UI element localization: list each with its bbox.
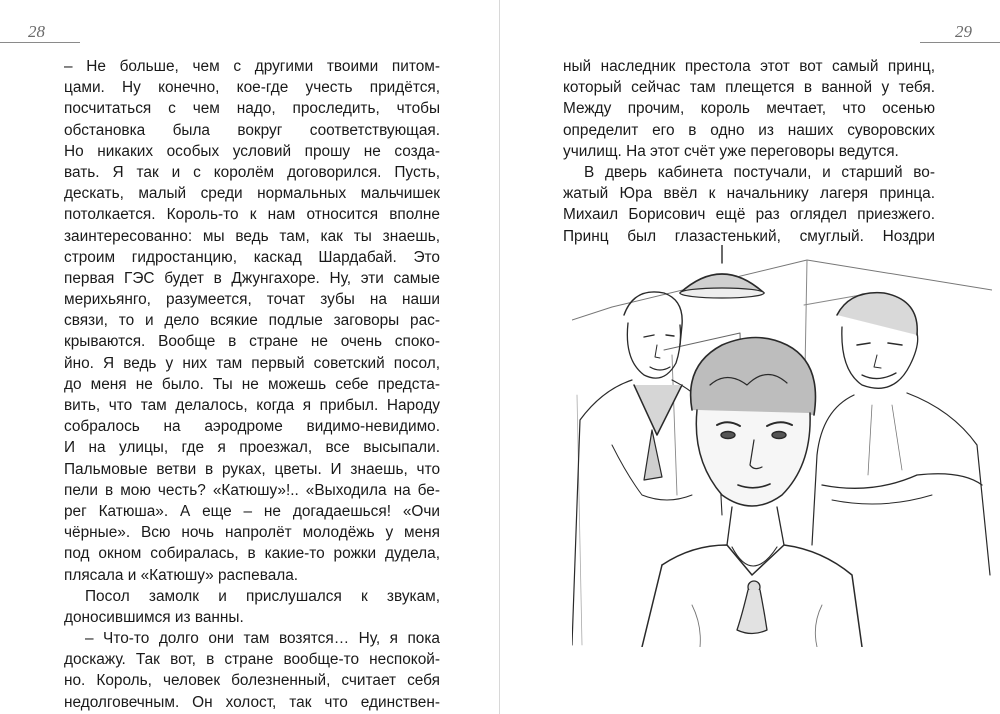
left-page-body	[64, 56, 440, 713]
header-rule-left	[0, 42, 80, 43]
text-line: Между прочим, король мечтает, что осенью	[563, 100, 935, 118]
text-line: мерихьянго, разумеется, точат зубы на наши	[64, 291, 440, 309]
text-line: заинтересованно: мы ведь там, как ты знаешь,	[64, 227, 440, 245]
text-line: который сейчас там плещется в ванной у тебя.	[563, 79, 935, 97]
page-number-left: 28	[28, 22, 45, 41]
text-line: В дверь кабинета постучали, и старший во-	[584, 163, 935, 181]
boy-left-figure	[572, 292, 722, 645]
text-line: йно. Я ведь у них там первый советский посол,	[64, 354, 440, 372]
text-line: Но никаких особых условий прошу не созда-	[64, 142, 440, 160]
text-line: цами. Ну конечно, кое-где учесть придётся,	[64, 79, 440, 97]
text-line: собралось на аэродроме видимо-невидимо.	[64, 418, 440, 436]
text-line: крываются. Вообще в стране не очень споко-	[64, 333, 440, 351]
text-line: И на улицы, где я проезжал, все высыпали.	[64, 439, 440, 457]
right-page-body	[563, 56, 935, 247]
text-line: определит его в одно из наших суворовских	[563, 121, 935, 139]
text-line: обстановка была вокруг соответствующая.	[64, 121, 440, 139]
text-line: плясала и «Катюшу» распевала.	[64, 566, 299, 584]
text-line: Михаил Борисович ещё раз оглядел приезжего.	[563, 206, 935, 224]
pencil-sketch-illustration	[572, 245, 992, 647]
text-line: под окном собиралась, в какие-то рожки дудела,	[64, 545, 440, 563]
text-line: связи, то и дело всякие подлые заговоры рас-	[64, 312, 440, 330]
text-line: вать. Я так и с королём договорился. Пусть,	[64, 163, 440, 181]
page-number-right: 29	[955, 22, 972, 41]
text-line: строим гидростанцию, каскад Шардабай. Это	[64, 248, 440, 266]
text-line: доскажу. Так вот, в стране вообще-то неспокой-	[64, 651, 440, 669]
text-line: – Не больше, чем с другими твоими питом-	[64, 58, 440, 75]
text-line: доносившимся из ванны.	[64, 608, 244, 626]
text-line: чёрные». Всю ночь напролёт молодёжь у меня	[64, 524, 440, 542]
text-line: посчитаться с чем надо, проследить, чтобы	[64, 100, 440, 118]
text-line: ный наследник престола этот вот самый принц,	[563, 58, 935, 75]
man-right-figure	[812, 293, 990, 575]
header-rule-right	[920, 42, 1000, 43]
text-line: пели в мою честь? «Катюшу»!.. «Выходила на бе-	[64, 481, 440, 499]
text-line: Посол замолк и прислушался к звукам,	[85, 587, 440, 605]
text-line: дескать, малый среди нормальных мальчишек	[64, 185, 440, 203]
right-page	[500, 0, 1000, 714]
text-line: первая ГЭС будет в Джунгахоре. Ну, эти самые	[64, 269, 440, 287]
prince-central-figure	[642, 338, 862, 648]
text-line: жатый Юра ввёл к начальнику лагеря принца.	[563, 185, 935, 203]
text-line: вить, что там делалось, когда я прибыл. Народу	[64, 397, 440, 414]
text-line: Принц был глазастенький, смуглый. Ноздри	[563, 227, 935, 245]
text-line: Пальмовые ветви в руках, цветы. И знаешь, что	[64, 460, 440, 478]
text-line: до меня не было. Ты не можешь себе предста-	[64, 375, 440, 393]
text-line: но. Король, человек болезненный, считает себя	[64, 672, 440, 690]
text-line: – Что-то долго они там возятся… Ну, я пока	[85, 630, 440, 648]
text-line: училищ. На этот счёт уже переговоры ведутся.	[563, 142, 899, 160]
text-line: недолговечным. Он холост, так что единствен-	[64, 693, 440, 711]
text-line: потолкается. Король-то к нам относится вполне	[64, 206, 440, 224]
text-line: рег Катюша». А еще – не догадаешься! «Очи	[64, 502, 440, 520]
